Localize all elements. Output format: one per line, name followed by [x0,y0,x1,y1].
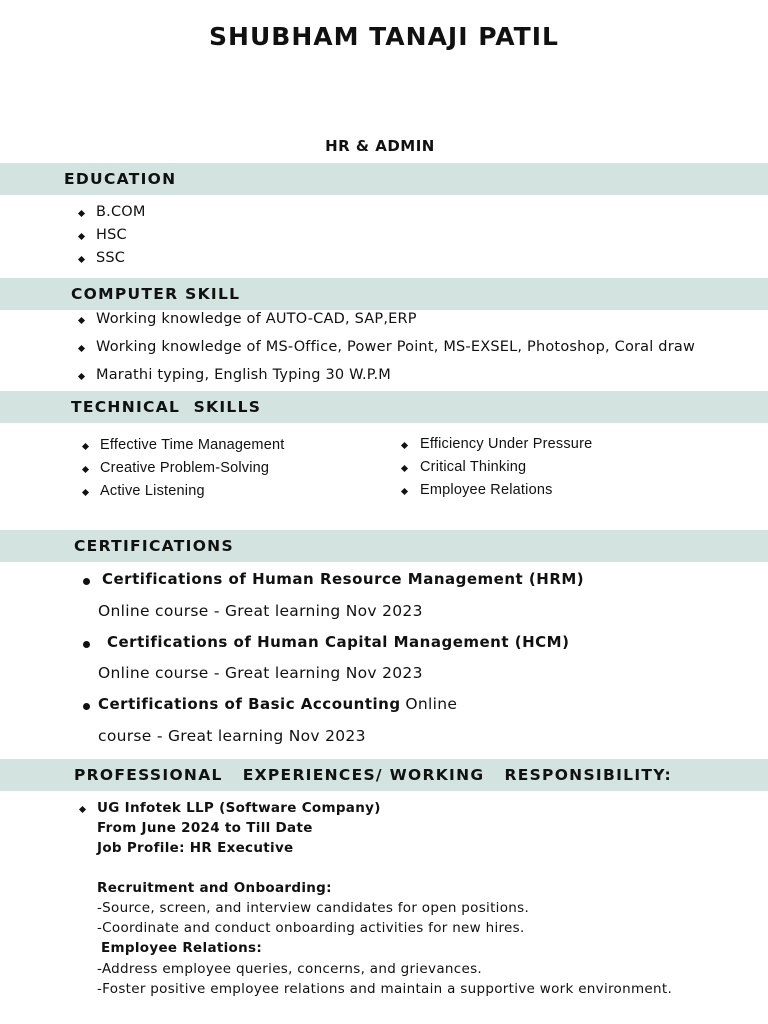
bullet-icon [83,703,90,710]
bullet-icon [78,233,85,240]
education-title: EDUCATION [64,170,177,188]
computer-skill-section-header [0,278,768,310]
bullet-icon [401,465,408,472]
bullet-icon [82,466,89,473]
experience-title: PROFESSIONAL EXPERIENCES/ WORKING RESPONSIBILITY: [74,766,672,784]
certification-title-suffix: Online [405,695,458,713]
certification-title-line [98,695,457,713]
bullet-icon [82,489,89,496]
technical-skill-item: Creative Problem-Solving [100,460,270,476]
education-item: SSC [96,250,126,266]
technical-skill-item: Effective Time Management [100,437,285,453]
responsibility-heading: Recruitment and Onboarding: [97,880,332,896]
employment-period: From June 2024 to Till Date [97,820,313,836]
bullet-icon [78,317,85,324]
certification-title: Certifications of Human Resource Management (HRM) [102,570,585,588]
bullet-icon [82,443,89,450]
certifications-title: CERTIFICATIONS [74,537,234,555]
responsibility-line: -Coordinate and conduct onboarding activities for new hires. [97,920,525,936]
responsibility-line: -Source, screen, and interview candidates for open positions. [97,900,530,916]
computer-skill-item: Marathi typing, English Typing 30 W.P.M [96,367,391,383]
certification-title: Certifications of Basic Accounting [98,695,401,713]
bullet-icon [78,373,85,380]
bullet-icon [401,442,408,449]
computer-skill-item: Working knowledge of MS-Office, Power Point, MS-EXSEL, Photoshop, Coral draw [96,339,696,355]
technical-skill-item: Efficiency Under Pressure [420,436,593,452]
certification-detail: course - Great learning Nov 2023 [98,727,366,745]
company-name: UG Infotek LLP (Software Company) [97,800,381,816]
computer-skill-item: Working knowledge of AUTO-CAD, SAP,ERP [96,311,417,327]
responsibility-line: -Foster positive employee relations and maintain a supportive work environment. [97,981,673,997]
technical-skills-title: TECHNICAL SKILLS [71,398,262,416]
technical-skill-item: Employee Relations [420,482,553,498]
education-item: HSC [96,227,127,243]
bullet-icon [78,345,85,352]
responsibility-heading: Employee Relations: [101,940,263,956]
certifications-section-header [0,530,768,562]
responsibility-line: -Address employee queries, concerns, and grievances. [97,961,482,977]
bullet-icon [83,578,90,585]
technical-skill-item: Active Listening [100,483,205,499]
technical-skills-section-header [0,391,768,423]
technical-skill-item: Critical Thinking [420,459,527,475]
certification-detail: Online course - Great learning Nov 2023 [98,602,423,620]
bullet-icon [78,210,85,217]
education-section-header [0,163,768,195]
job-profile: Job Profile: HR Executive [97,840,294,856]
bullet-icon [79,806,86,813]
job-role: HR & ADMIN [325,137,435,155]
bullet-icon [401,488,408,495]
education-item: B.COM [96,204,146,220]
candidate-name: SHUBHAM TANAJI PATIL [209,22,559,51]
certification-title: Certifications of Human Capital Management (HCM) [107,633,570,651]
bullet-icon [83,641,90,648]
certification-detail: Online course - Great learning Nov 2023 [98,664,423,682]
computer-skill-title: COMPUTER SKILL [71,285,241,303]
bullet-icon [78,256,85,263]
experience-section-header [0,759,768,791]
